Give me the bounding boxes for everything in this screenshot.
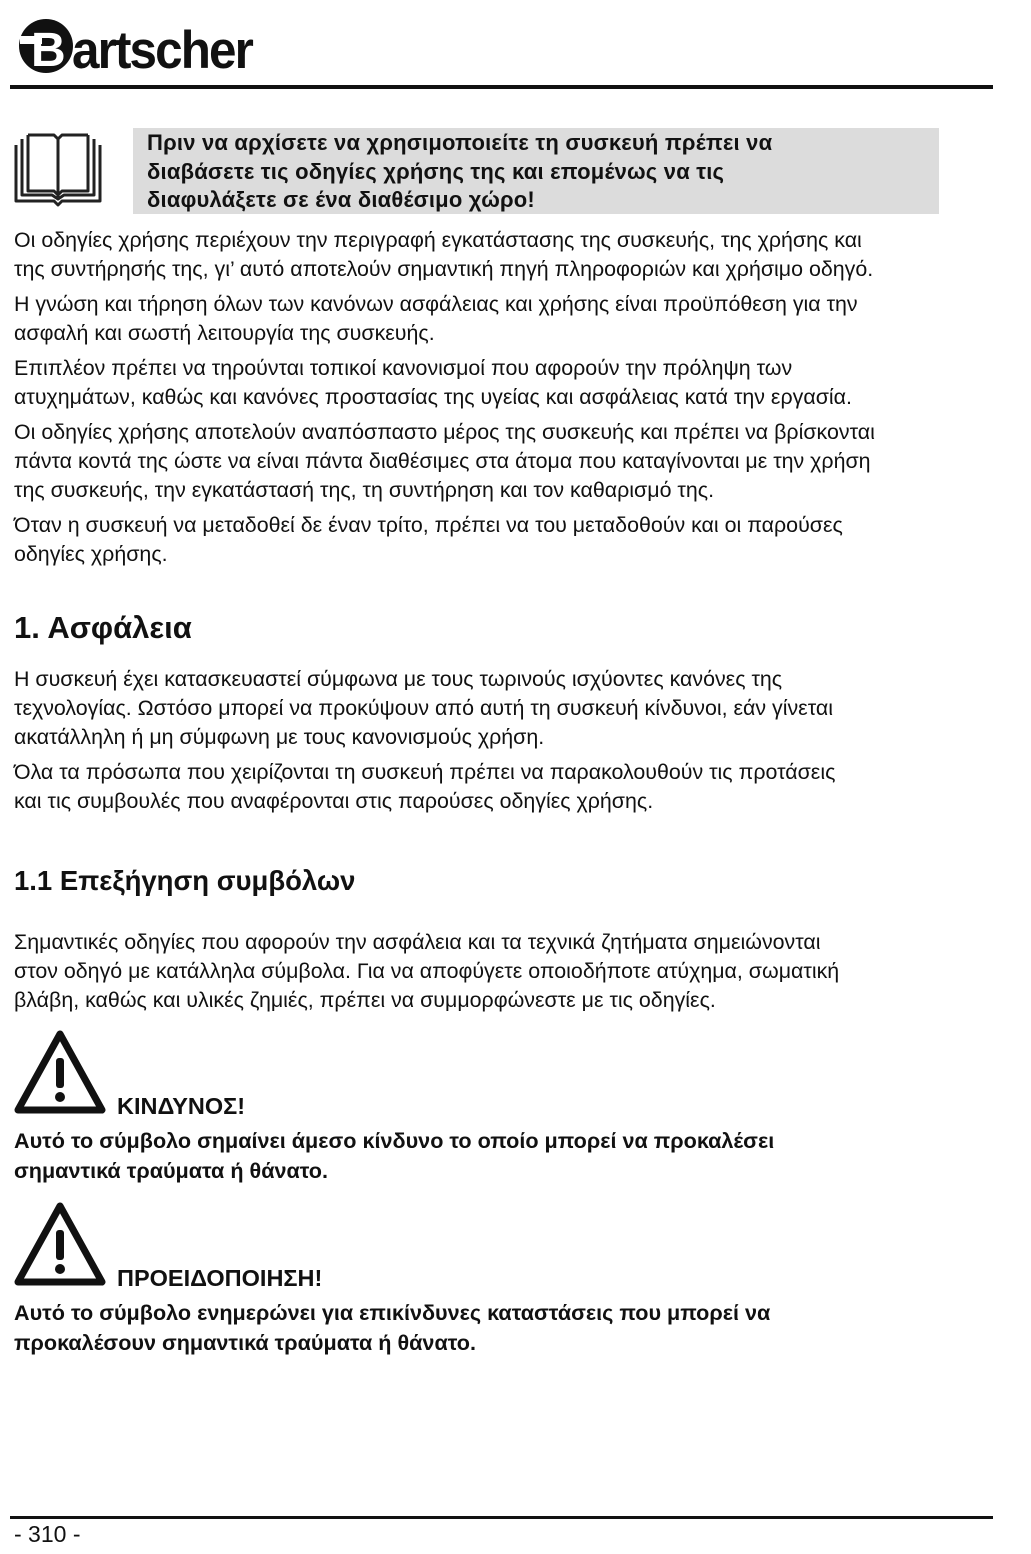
section-1-heading: 1. Ασφάλεια (14, 610, 192, 645)
intro-paragraph-1: Οι οδηγίες χρήσης περιέχουν την περιγραφή εγκατάστασης της συσκευής, της χρήσης και της συντήρησής της, γι’ αυτό αποτελούν σημαντική πηγή πληροφοριών και χρήσιμο οδηγό. (14, 228, 874, 281)
footer-rule (10, 1516, 993, 1519)
warning-triangle-icon (14, 1202, 106, 1286)
header-rule (10, 85, 993, 89)
caution-warning-block (14, 1202, 1019, 1362)
open-book-manual-icon (12, 133, 104, 207)
danger-warning-block (14, 1030, 1019, 1190)
notice-line: διαφυλάξετε σε ένα διαθέσιμο χώρο! (147, 187, 535, 212)
danger-title: ΚΙΝΔΥΝΟΣ! (117, 1093, 246, 1119)
caution-title: ΠΡΟΕΙΔΟΠΟΙΗΣΗ! (117, 1265, 323, 1291)
section-1-paragraph-2: Όλα τα πρόσωπα που χειρίζονται τη συσκευή πρέπει να παρακολουθούν τις προτάσεις και τις συμβουλές που αναφέρονται στις παρούσες οδηγίες χρήσης. (14, 760, 836, 813)
bartscher-logo (14, 8, 254, 80)
intro-paragraph-2: Η γνώση και τήρηση όλων των κανόνων ασφάλειας και χρήσης είναι προϋπόθεση για την ασφαλή και σωστή λειτουργία της συσκευής. (14, 292, 858, 345)
section-1-1-heading: 1.1 Επεξήγηση συμβόλων (14, 865, 356, 896)
warning-triangle-icon (14, 1030, 106, 1114)
page-number: - 310 - (14, 1521, 81, 1547)
section-1-paragraph-1: Η συσκευή έχει κατασκευαστεί σύμφωνα με τους τωρινούς ισχύοντες κανόνες της τεχνολογίας. Ωστόσο μπορεί να προκύψουν από αυτή τη συσκευή κίνδυνοι, εάν γίνεται ακατάλληλη ή μη σύμφωνη με τους κανονισμούς χρήση. (14, 667, 833, 749)
caution-description: Αυτό το σύμβολο ενημερώνει για επικίνδυνες καταστάσεις που μπορεί να προκαλέσουν σημαντικά τραύματα ή θάνατο. (14, 1300, 771, 1355)
danger-description: Αυτό το σύμβολο σημαίνει άμεσο κίνδυνο το οποίο μπορεί να προκαλέσει σημαντικά τραύματα ή θάνατο. (14, 1128, 775, 1183)
notice-line: Πριν να αρχίσετε να χρησιμοποιείτε τη συσκευή πρέπει να (147, 130, 773, 155)
svg-text:artscher: artscher (72, 21, 254, 80)
intro-paragraph-3: Επιπλέον πρέπει να τηρούνται τοπικοί κανονισμοί που αφορούν την πρόληψη των ατυχημάτων, καθώς και κανόνες προστασίας της υγείας και ασφάλειας κατά την εργασία. (14, 356, 852, 409)
section-1-text (14, 665, 1019, 816)
section-1-1-paragraph-1: Σημαντικές οδηγίες που αφορούν την ασφάλεια και τα τεχνικά ζητήματα σημειώνονται στον οδηγό με κατάλληλα σύμβολα. Για να αποφύγετε οποιοδήποτε ατύχημα, σωματική βλάβη, καθώς και υλικές ζημιές, πρέπει να συμμορφώνεστε με τις οδηγίες. (14, 930, 840, 1012)
notice-line: διαβάσετε τις οδηγίες χρήσης της και επομένως να τις (147, 158, 725, 184)
intro-paragraph-4: Οι οδηγίες χρήσης αποτελούν αναπόσπαστο μέρος της συσκευής και πρέπει να βρίσκονται πάντα κοντά της ώστε να είναι πάντα διαθέσιμες στα άτομα που καταγίνονται με την χρήση της συσκευής, την εγκατάστασή της, τη συντήρηση και τον καθαρισμό της. (14, 420, 875, 502)
intro-text (14, 226, 1024, 569)
intro-paragraph-5: Όταν η συσκευή να μεταδοθεί δε έναν τρίτο, πρέπει να του μεταδοθούν και οι παρούσες οδηγίες χρήσης. (14, 513, 843, 566)
section-1-1-text (14, 928, 1019, 1015)
notice-box (133, 128, 939, 214)
svg-text:B: B (31, 24, 66, 77)
